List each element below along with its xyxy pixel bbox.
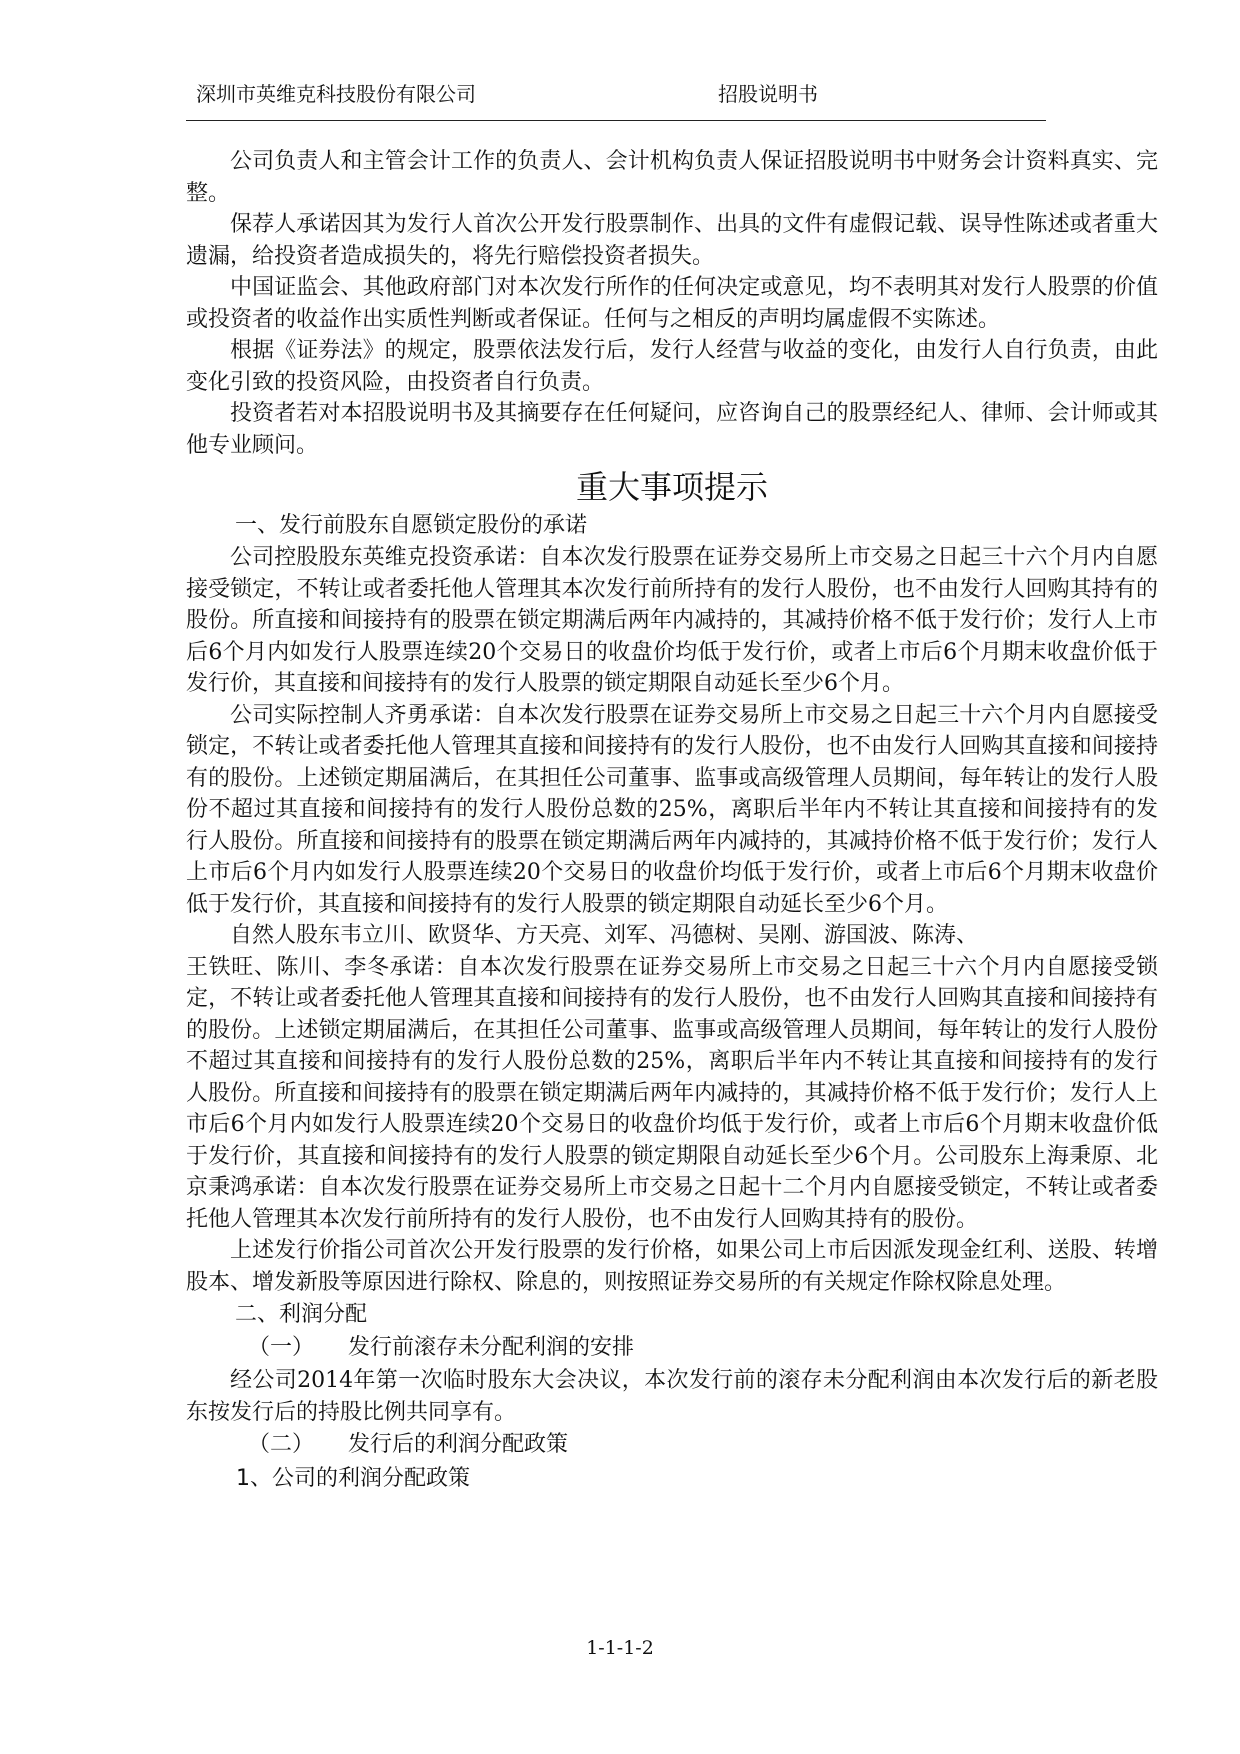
item-heading: 1、公司的利润分配政策 xyxy=(236,1466,470,1491)
subsection-title: 发行前滚存未分配利润的安排 xyxy=(348,1335,635,1360)
page-header xyxy=(186,74,1046,121)
subsection-number: （二） xyxy=(248,1432,315,1457)
intro-paragraph: 中国证监会、其他政府部门对本次发行所作的任何决定或意见，均不表明其对发行人股票的价值或投资者的收益作出实质性判断或者保证。任何与之相反的声明均属虚假不实陈述。 xyxy=(186,275,1158,332)
intro-paragraph: 根据《证券法》的规定，股票依法发行后，发行人经营与收益的变化，由发行人自行负责，由此变化引致的投资风险，由投资者自行负责。 xyxy=(186,338,1158,395)
section-paragraph: 经公司2014年第一次临时股东大会决议，本次发行前的滚存未分配利润由本次发行后的新老股东按发行后的持股比例共同享有。 xyxy=(186,1368,1158,1425)
main-title: 重大事项提示 xyxy=(575,468,768,506)
section-paragraph: 王铁旺、陈川、李冬承诺：自本次发行股票在证券交易所上市交易之日起三十六个月内自愿接受锁定，不转让或者委托他人管理其直接和间接持有的发行人股份，也不由发行人回购其直接和间接持有的股份。上述锁定期届满后，在其担任公司董事、监事或高级管理人员期间，每年转让的发行人股份不超过其直接和间接持有的发行人股份总数的25%，离职后半年内不转让其直接和间接持有的发行人股份。所直接和间接持有的股票在锁定期满后两年内减持的，其减持价格不低于发行价；发行人上市后6个月内如发行人股票连续20个交易日的收盘价均低于发行价，或者上市后6个月期末收盘价低于发行价，其直接和间接持有的发行人股票的锁定期限自动延长至少6个月。公司股东上海秉原、北京秉鸿承诺：自本次发行股票在证券交易所上市交易之日起十二个月内自愿接受锁定，不转让或者委托他人管理其本次发行前所持有的发行人股份，也不由发行人回购其持有的股份。 xyxy=(186,954,1158,1232)
section-heading-lockup: 一、发行前股东自愿锁定股份的承诺 xyxy=(235,513,588,538)
intro-paragraph: 保荐人承诺因其为发行人首次公开发行股票制作、出具的文件有虚假记载、误导性陈述或者重大遗漏，给投资者造成损失的，将先行赔偿投资者损失。 xyxy=(186,212,1158,269)
section-paragraph: 上述发行价指公司首次公开发行股票的发行价格，如果公司上市后因派发现金红利、送股、转增股本、增发新股等原因进行除权、除息的，则按照证券交易所的有关规定作除权除息处理。 xyxy=(186,1238,1158,1295)
section-heading-profit: 二、利润分配 xyxy=(235,1302,368,1327)
company-name: 深圳市英维克科技股份有限公司 xyxy=(196,82,476,106)
subsection-title: 发行后的利润分配政策 xyxy=(348,1432,569,1457)
subsection-heading xyxy=(186,1331,1158,1365)
subsection-heading xyxy=(186,1428,1158,1462)
intro-paragraph: 公司负责人和主管会计工作的负责人、会计机构负责人保证招股说明书中财务会计资料真实、完整。 xyxy=(186,149,1158,206)
document-type: 招股说明书 xyxy=(718,82,818,106)
section-paragraph: 公司实际控制人齐勇承诺：自本次发行股票在证券交易所上市交易之日起三十六个月内自愿接受锁定，不转让或者委托他人管理其直接和间接持有的发行人股份，也不由发行人回购其直接和间接持有的股份。上述锁定期届满后，在其担任公司董事、监事或高级管理人员期间，每年转让的发行人股份不超过其直接和间接持有的发行人股份总数的25%，离职后半年内不转让其直接和间接持有的发行人股份。所直接和间接持有的股票在锁定期满后两年内减持的，其减持价格不低于发行价；发行人上市后6个月内如发行人股票连续20个交易日的收盘价均低于发行价，或者上市后6个月期末收盘价低于发行价，其直接和间接持有的发行人股票的锁定期限自动延长至少6个月。 xyxy=(186,702,1158,917)
subsection-number: （一） xyxy=(248,1335,315,1360)
section-paragraph: 自然人股东韦立川、欧贤华、方天亮、刘军、冯德树、吴刚、游国波、陈涛、 xyxy=(230,923,979,948)
page-number: 1-1-1-2 xyxy=(586,1637,654,1659)
section-paragraph: 公司控股股东英维克投资承诺：自本次发行股票在证券交易所上市交易之日起三十六个月内自愿接受锁定，不转让或者委托他人管理其本次发行前所持有的发行人股份，也不由发行人回购其持有的股份。所直接和间接持有的股票在锁定期满后两年内减持的，其减持价格不低于发行价；发行人上市后6个月内如发行人股票连续20个交易日的收盘价均低于发行价，或者上市后6个月期末收盘价低于发行价，其直接和间接持有的发行人股票的锁定期限自动延长至少6个月。 xyxy=(186,545,1158,696)
page-content xyxy=(186,146,1158,1496)
intro-paragraph: 投资者若对本招股说明书及其摘要存在任何疑问，应咨询自己的股票经纪人、律师、会计师或其他专业顾问。 xyxy=(186,401,1158,458)
